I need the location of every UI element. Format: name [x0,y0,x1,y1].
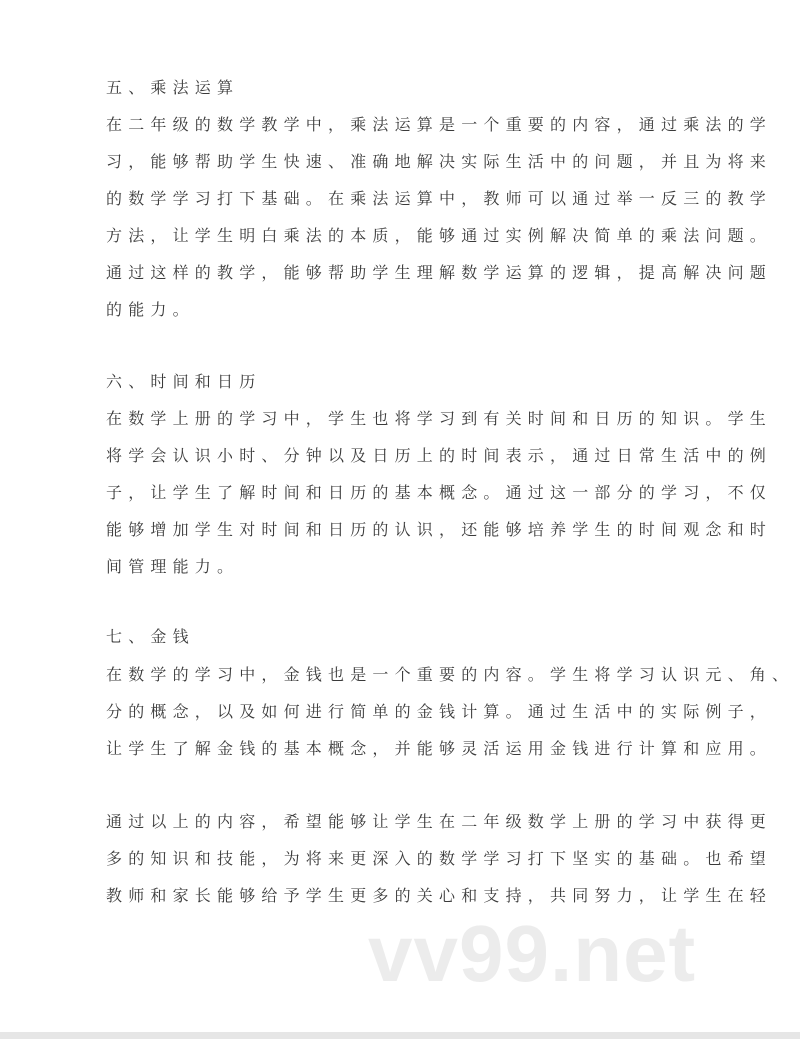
paragraph-line: 间管理能力。 [106,557,240,576]
paragraph-line: 能够增加学生对时间和日历的认识，还能够培养学生的时间观念和时 [106,520,773,539]
paragraph-line: 在二年级的数学教学中，乘法运算是一个重要的内容，通过乘法的学 [106,115,773,134]
paragraph-line: 多的知识和技能，为将来更深入的数学学习打下坚实的基础。也希望 [106,849,773,868]
paragraph-line: 习，能够帮助学生快速、准确地解决实际生活中的问题，并且为将来 [106,152,773,171]
section-heading: 五、乘法运算 [106,78,240,97]
paragraph-line: 的数学学习打下基础。在乘法运算中，教师可以通过举一反三的教学 [106,189,773,208]
paragraph-line: 在数学上册的学习中，学生也将学习到有关时间和日历的知识。学生 [106,409,773,428]
paragraph-line: 通过这样的教学，能够帮助学生理解数学运算的逻辑，提高解决问题 [106,263,773,282]
paragraph-line: 分的概念，以及如何进行简单的金钱计算。通过生活中的实际例子， [106,702,773,721]
paragraph-line: 在数学的学习中，金钱也是一个重要的内容。学生将学习认识元、角、 [106,665,795,684]
page-bottom-edge [0,1032,800,1039]
section-heading: 七、金钱 [106,627,195,646]
paragraph-line: 的能力。 [106,300,195,319]
section-heading: 六、时间和日历 [106,372,262,391]
paragraph-line: 让学生了解金钱的基本概念，并能够灵活运用金钱进行计算和应用。 [106,739,773,758]
paragraph-line: 子，让学生了解时间和日历的基本概念。通过这一部分的学习，不仅 [106,483,773,502]
watermark: vv99.net [368,909,697,998]
paragraph-line: 方法，让学生明白乘法的本质，能够通过实例解决简单的乘法问题。 [106,226,773,245]
paragraph-line: 教师和家长能够给予学生更多的关心和支持，共同努力，让学生在轻 [106,886,773,905]
paragraph-line: 将学会认识小时、分钟以及日历上的时间表示，通过日常生活中的例 [106,446,773,465]
paragraph-line: 通过以上的内容，希望能够让学生在二年级数学上册的学习中获得更 [106,812,773,831]
